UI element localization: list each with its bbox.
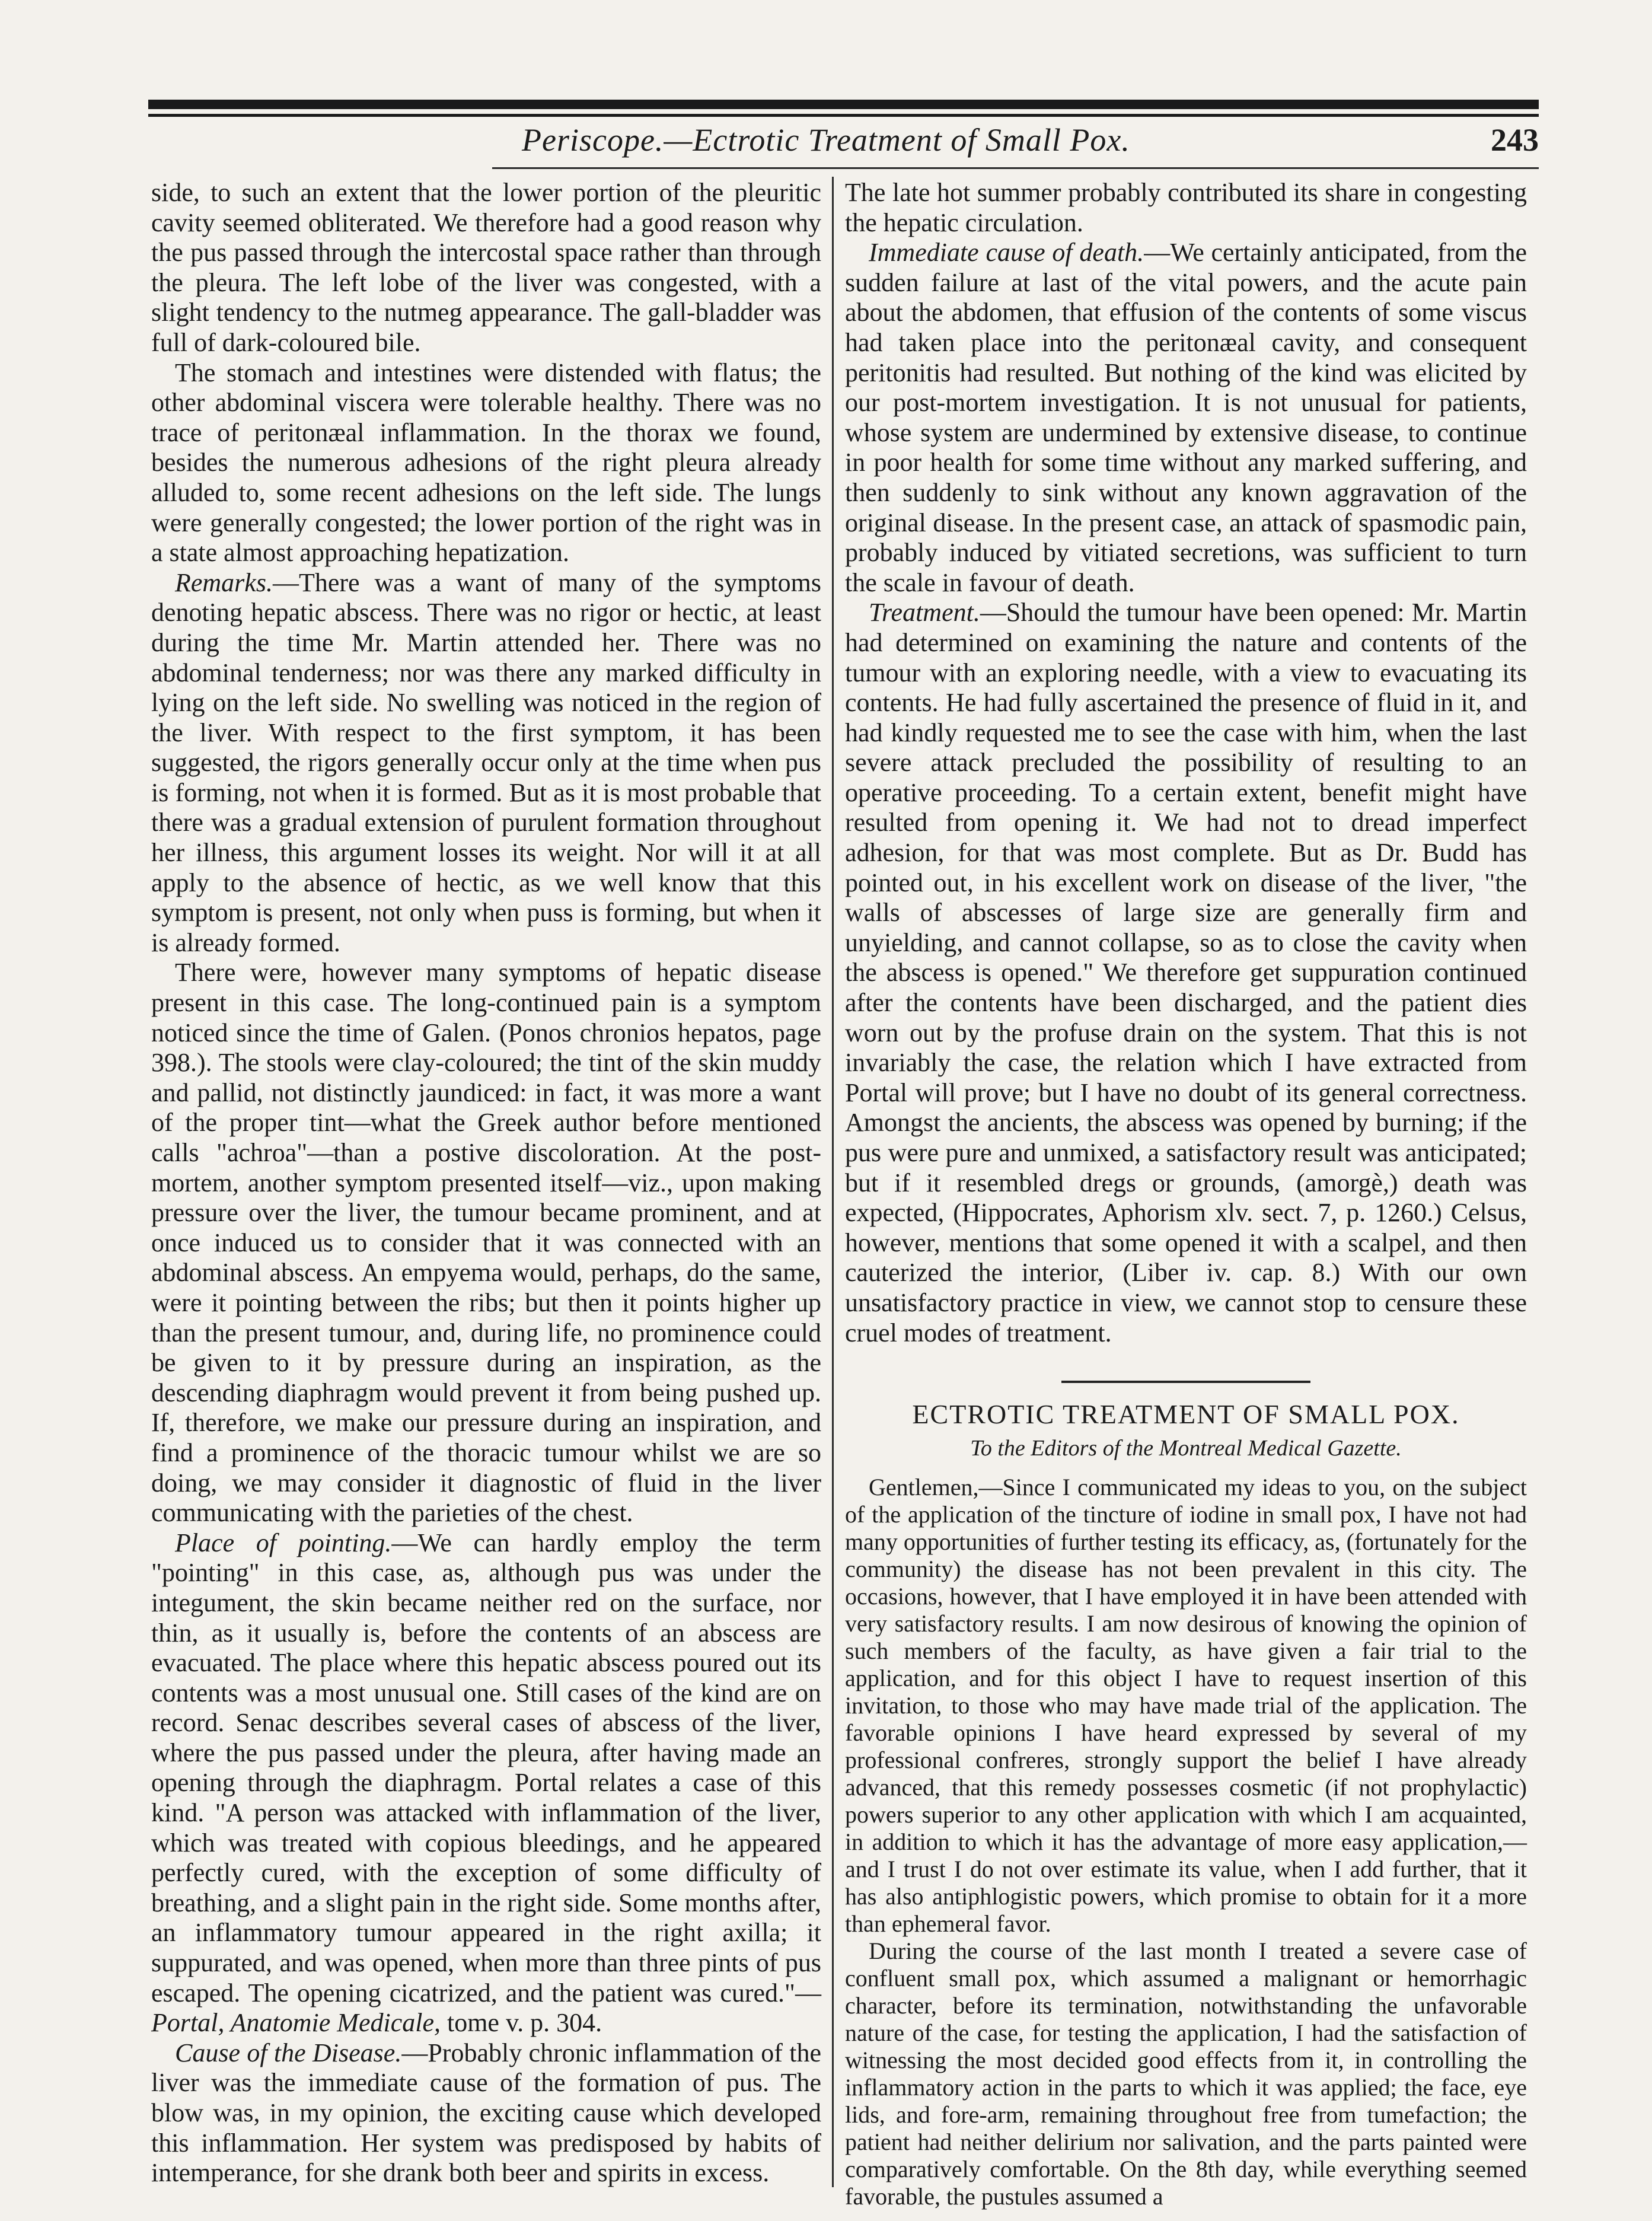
section-rule (1061, 1381, 1310, 1383)
pointing-heading: Place of pointing. (175, 1528, 392, 1557)
column-divider (832, 177, 834, 2187)
remarks-text: —There was a want of many of the symptoms denoting hepatic abscess. There was no rigor or hectic, at least during the time Mr. Martin attended her. There was no abdominal tenderness; nor was there any marked difficulty in lying on the left side. No swelling was noticed in the region of the liver. With respect to the first symptom, it has been suggested, the rigors generally occur only at the time when pus is forming, not when it is formed. But as it is most probable that there was a gradual extension of purulent formation throughout her illness, this argument losses its weight. Nor will it at all apply to the absence of hectic, as we well know that this symptom is present, not only when puss is forming, but when it is already formed. (151, 568, 821, 957)
left-paragraph-remarks (151, 568, 821, 958)
header-rule-thick (148, 100, 1539, 109)
right-paragraph-treatment (845, 598, 1527, 1348)
death-heading: Immediate cause of death. (869, 238, 1144, 267)
running-title: Periscope.—Ectrotic Treatment of Small Pox. (522, 122, 1130, 158)
left-paragraph-pointing (151, 1528, 821, 2038)
header-underline (492, 167, 1539, 169)
letter-paragraph-2: During the course of the last month I treated a severe case of confluent small pox, which assumed a malignant or hemorrhagic character, before its termination, notwithstanding the unfavorable nature of the case, for testing the application, I had the satisfaction of witnessing the most decided good effects from it, in controlling the inflammatory action in the parts to which it was applied; the face, eye lids, and fore-arm, remaining throughout free from tumefaction; the patient had neither delirium nor salivation, and the parts painted were comparatively comfortable. On the 8th day, while everything seemed favorable, the pustules assumed a (845, 1938, 1527, 2210)
right-paragraph-1: The late hot summer probably contributed its share in congesting the hepatic circulation. (845, 178, 1527, 237)
cause-text: —Probably chronic inflammation of the liver was the immediate cause of the formation of pus. The blow was, in my opinion, the exciting cause which developed this inflammation. Her system was predisposed by habits of intemperance, for she drank both beer and spirits in excess. (151, 2038, 821, 2188)
right-paragraph-death (845, 238, 1527, 598)
left-paragraph-2: The stomach and intestines were distended with flatus; the other abdominal viscera were tolerable healthy. There was no trace of peritonæal inflammation. In the thorax we found, besides the numerous adhesions of the right pleura already alluded to, some recent adhesions on the left side. The lungs were generally congested; the lower portion of the right was in a state almost approaching hepatization. (151, 358, 821, 568)
death-text: —We certainly anticipated, from the sudden failure at last of the vital powers, and the acute pain about the abdomen, that effusion of the contents of some viscus had taken place into the peritonæal cavity, and consequent peritonitis had resulted. But nothing of the kind was elicited by our post-mortem investigation. It is not unusual for patients, whose system are undermined by extensive disease, to continue in poor health for some time without any marked suffering, and then suddenly to sink without any known aggravation of the original disease. In the present case, an attack of spasmodic pain, probably induced by vitiated secretions, was sufficient to turn the scale in favour of death. (845, 238, 1527, 597)
left-paragraph-cause (151, 2038, 821, 2188)
portal-citation-tail: tome v. p. 304. (440, 2008, 602, 2038)
treatment-text: —Should the tumour have been opened: Mr. Martin had determined on examining the nature and contents of the tumour with an exploring needle, with a view to evacuating its contents. He had fully ascertained the presence of fluid in it, and had kindly requested me to see the case with him, when the last severe attack precluded the possibility of resulting to an operative proceeding. To a certain extent, benefit might have resulted from opening it. We had not to dread imperfect adhesion, for that was most complete. But as Dr. Budd has pointed out, in his excellent work on disease of the liver, "the walls of abscesses of large size are generally firm and unyielding, and cannot collapse, so as to close the cavity when the abscess is opened." We therefore get suppuration continued after the contents have been discharged, and the patient dies worn out by the profuse drain on the system. That this is not invariably the case, the relation which I have extracted from Portal will prove; but I have no doubt of its general correctness. Amongst the ancients, the abscess was opened by burning; if the pus were pure and unmixed, a satisfactory result was anticipated; but if it resembled dregs or grounds, (amorgè,) death was expected, (Hippocrates, Aphorism xlv. sect. 7, p. 1260.) Celsus, however, mentions that some opened it with a scalpel, and then cauterized the interior, (Liber iv. cap. 8.) With our own unsatisfactory practice in view, we cannot stop to censure these cruel modes of treatment. (845, 598, 1527, 1347)
cause-heading: Cause of the Disease. (175, 2038, 402, 2067)
letter-paragraph-1: Gentlemen,—Since I communicated my ideas to you, on the subject of the application of the tincture of iodine in small pox, I have not had many opportunities of further testing its efficacy, as, (fortunately for the community) the disease has not been prevalent in this city. The occasions, however, that I have employed it in have been attended with very satisfactory results. I am now desirous of knowing the opinion of such members of the faculty, as have given a fair trial to the application, and for this object I have to request insertion of this invitation, to those who may have made trial of the application. The favorable opinions I have heard expressed by several of my professional confreres, strongly support the belief I have already advanced, that this remedy possesses cosmetic (if not prophylactic) powers superior to any other application with which I am acquainted, in addition to which it has the advantage of more easy application,—and I trust I do not over estimate its value, when I add further, that it has also antiphlogistic powers, which promise to obtain for it a more than ephemeral favor. (845, 1474, 1527, 1938)
left-column (151, 178, 821, 2194)
pointing-text: —We can hardly employ the term "pointing" in this case, as, although pus was under the integument, the skin became neither red on the surface, nor thin, as it usually is, before the contents of an abscess are evacuated. The place where this hepatic abscess poured out its contents was a most unusual one. Still cases of the kind are on record. Senac describes several cases of abscess of the liver, where the pus passed under the pleura, after having made an opening through the diaphragm. Portal relates a case of this kind. "A person was attacked with inflammation of the liver, which was treated with copious bleedings, and he appeared perfectly cured, with the exception of some difficulty of breathing, and a slight pain in the right side. Some months after, an inflammatory tumour appeared in the right axilla; it suppurated, and was opened, when more than three pints of pus escaped. The opening cicatrized, and the patient was cured."— (151, 1528, 821, 2007)
section-subtitle: To the Editors of the Montreal Medical Gazette. (970, 1435, 1402, 1461)
right-column (845, 178, 1527, 2210)
remarks-heading: Remarks. (175, 568, 273, 597)
left-paragraph-4: There were, however many symptoms of hepatic disease present in this case. The long-continued pain is a symptom noticed since the time of Galen. (Ponos chronios hepatos, page 398.). The stools were clay-coloured; the tint of the skin muddy and pallid, not distinctly jaundiced: in fact, it was more a want of the proper tint—what the Greek author before mentioned calls "achroa"—than a postive discoloration. At the post-mortem, another symptom presented itself—viz., upon making pressure over the liver, the tumour became prominent, and at once induced us to consider that it was connected with an abdominal abscess. An empyema would, perhaps, do the same, were it pointing between the ribs; but then it points higher up than the present tumour, and, during life, no prominence could be given to it by pressure during an inspiration, as the descending diaphragm would prevent it from being pushed up. If, therefore, we make our pressure during an inspiration, and find a prominence of the thoracic tumour whilst we are so doing, we may consider it diagnostic of fluid in the liver communicating with the parieties of the chest. (151, 958, 821, 1528)
page-number: 243 (1491, 122, 1539, 158)
section-title: ECTROTIC TREATMENT OF SMALL POX. (912, 1399, 1460, 1430)
portal-citation: Portal, Anatomie Medicale, (151, 2008, 441, 2038)
header-rule-thin (148, 114, 1539, 117)
treatment-heading: Treatment. (869, 598, 980, 627)
page-header (148, 122, 1539, 169)
left-paragraph-1: side, to such an extent that the lower portion of the pleuritic cavity seemed obliterated. We therefore had a good reason why the pus passed through the intercostal space rather than through the pleura. The left lobe of the liver was congested, with a slight tendency to the nutmeg appearance. The gall-bladder was full of dark-coloured bile. (151, 178, 821, 357)
